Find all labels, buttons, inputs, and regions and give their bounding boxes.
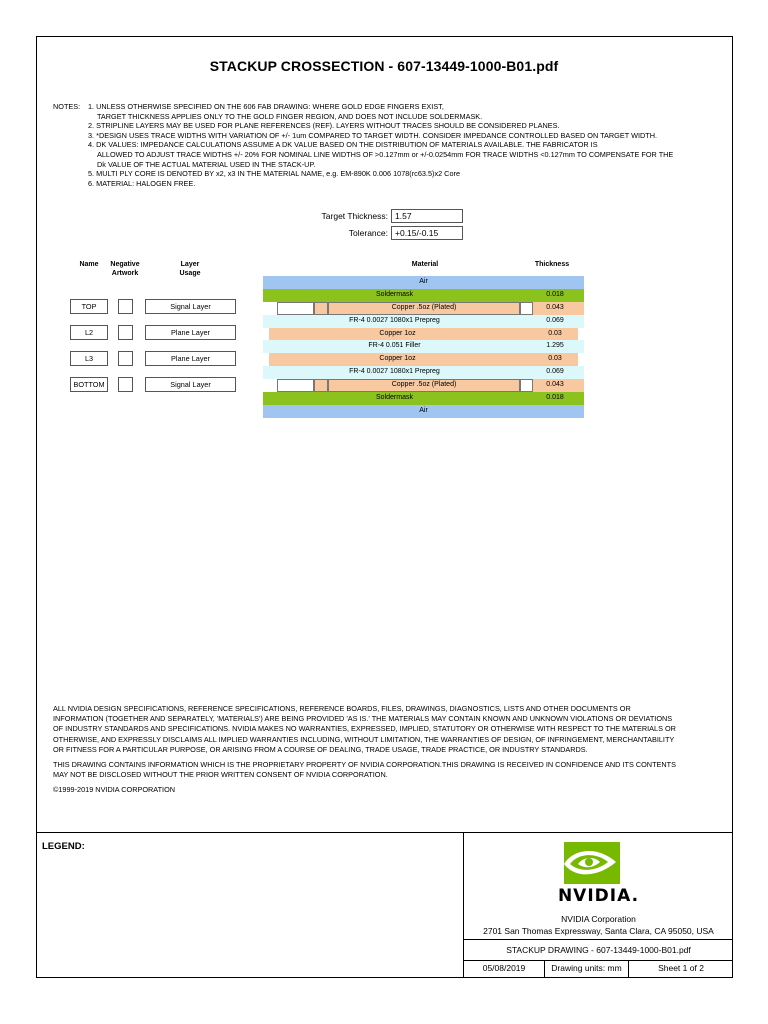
company-address: 2701 San Thomas Expressway, Santa Clara, CA 95050, USA xyxy=(483,926,714,936)
negative-artwork-checkbox-bottom[interactable] xyxy=(118,377,133,392)
stack-row xyxy=(263,315,584,328)
stack-row xyxy=(263,366,584,379)
stack-row xyxy=(263,276,584,289)
target-thickness-row xyxy=(300,211,388,223)
stack-material: Copper 1oz xyxy=(379,355,416,363)
layer-name-l2[interactable]: L2 xyxy=(70,325,108,340)
stack-thickness: 0.043 xyxy=(546,381,564,389)
copper-trace xyxy=(277,379,314,392)
layer-usage-l2[interactable]: Plane Layer xyxy=(145,325,236,340)
note-line: Dk VALUE OF THE ACTUAL MATERIAL USED IN THE STACK-UP. xyxy=(97,159,316,169)
disclaimer-warranty: ALL NVIDIA DESIGN SPECIFICATIONS, REFERENCE SPECIFICATIONS, REFERENCE BOARDS, FILES, DRAWINGS, DIAGNOSTICS, LISTS AND OTHER DOCUMENTS OR INFORMATION (TOGETHER AND SEPARATELY, 'MATERIALS') ARE BEING PROVIDED 'AS IS.' THE MATERIALS MAY CONTAIN KNOWN AND UNKNOWN VIOLATIONS OR DEVIATIONS OF INDUSTRY STANDARDS AND SPECIFICATIONS. NVIDIA MAKES NO WARRANTIES, EXPRESSED, IMPLIED, STATUTORY OR OTHERWISE WITH RESPECT TO THE MATERIALS OR OTHERWISE, AND EXPRESSLY DISCLAIMS ALL IMPLIED WARRANTIES INCLUDING, WITHOUT LIMITATION, THE WARRANTIES OF DESIGN, OF INFRINGEMENT, MERCHANTABILITY OR FITNESS FOR A PARTICULAR PURPOSE, OR ARISING FROM A COURSE OF DEALING, TRADE USAGE, TRADE PRACTICE, OR INDUSTRY STANDARDS. xyxy=(53,704,676,754)
disclaimer-proprietary: THIS DRAWING CONTAINS INFORMATION WHICH IS THE PROPRIETARY PROPERTY OF NVIDIA CORPORATION.THIS DRAWING IS RECEIVED IN CONFIDENCE AND ITS CONTENTS MAY NOT BE DISCLOSED WITHOUT THE PRIOR WRITTEN CONSENT OF NVIDIA CORPORATION. xyxy=(53,760,676,780)
layer-name-l3[interactable]: L3 xyxy=(70,351,108,366)
stack-thickness: 0.043 xyxy=(546,303,564,311)
stack-material: Air xyxy=(419,278,428,285)
copper-trace xyxy=(314,302,328,315)
layer-name-bottom[interactable]: BOTTOM xyxy=(70,377,108,392)
stack-row xyxy=(263,379,584,392)
stack-thickness: 0.018 xyxy=(546,290,564,298)
header-material: Material xyxy=(411,261,439,268)
note-line: 3. *DESIGN USES TRACE WIDTHS WITH VARIATION OF +/- 1um COMPARED TO TARGET WIDTH. CONSIDER IMPEDANCE CONTROLLED BASED ON TARGET WIDTH. xyxy=(88,130,658,140)
copyright: ©1999-2019 NVIDIA CORPORATION xyxy=(53,785,176,795)
note-line: 2. STRIPLINE LAYERS MAY BE USED FOR PLANE REFERENCES (REF). LAYERS WITHOUT TRACES SHOULD BE CONSIDERED PLANES. xyxy=(88,121,560,131)
disclaimer xyxy=(53,704,683,801)
stackup-table xyxy=(263,276,584,418)
company-name: NVIDIA Corporation xyxy=(561,914,636,924)
stack-material: Copper .5oz (Plated) xyxy=(391,303,457,311)
title-block-line xyxy=(464,939,733,940)
stack-row xyxy=(263,353,584,366)
legend-label: LEGEND: xyxy=(42,841,85,852)
copper-trace xyxy=(314,379,328,392)
stack-row xyxy=(263,405,584,418)
header-layer-line1: Layer xyxy=(180,261,200,268)
stack-material: FR-4 0.0027 1080x1 Prepreg xyxy=(349,316,440,324)
tolerance-row xyxy=(300,228,388,240)
negative-artwork-checkbox-l2[interactable] xyxy=(118,325,133,340)
nvidia-wordmark: NVIDIA. xyxy=(557,886,640,906)
drawing-title: STACKUP DRAWING - 607-13449-1000-B01.pdf xyxy=(506,945,691,955)
stack-row xyxy=(263,289,584,302)
stack-row xyxy=(263,328,584,341)
stack-thickness: 0.03 xyxy=(548,355,562,363)
stack-thickness: 0.03 xyxy=(548,329,562,337)
stack-thickness: 0.069 xyxy=(546,316,564,324)
stack-row xyxy=(263,302,584,315)
nvidia-eye-logo-icon xyxy=(556,842,622,886)
layer-usage-top[interactable]: Signal Layer xyxy=(145,299,236,314)
layer-name-top[interactable]: TOP xyxy=(70,299,108,314)
stack-material: Air xyxy=(419,406,428,414)
stack-row xyxy=(263,340,584,353)
header-negative-line2: Artwork xyxy=(111,270,139,277)
note-line: TARGET THICKNESS APPLIES ONLY TO THE GOLD FINGER REGION, AND DOES NOT INCLUDE SOLDERMASK. xyxy=(97,111,483,121)
page-title: STACKUP CROSSECTION - 607-13449-1000-B01.pdf xyxy=(209,58,559,74)
stack-material: Copper 1oz xyxy=(379,329,416,337)
tolerance-label: Tolerance: xyxy=(348,228,388,238)
drawing-units: Drawing units: mm xyxy=(551,963,622,973)
note-line: 6. MATERIAL: HALOGEN FREE. xyxy=(88,178,196,188)
target-thickness-field[interactable]: 1.57 xyxy=(391,209,463,223)
stack-thickness: 0.018 xyxy=(546,394,564,402)
stack-material: Copper .5oz (Plated) xyxy=(391,381,457,389)
stack-material: FR-4 0.0027 1080x1 Prepreg xyxy=(349,368,440,376)
note-line: ALLOWED TO ADJUST TRACE WIDTHS +/- 20% FOR NOMINAL LINE WIDTHS OF >0.127mm or +/-0.0254mm FOR TRACE WIDTHS <0.127mm TO COMPENSATE FOR THE xyxy=(97,149,674,159)
note-line: 1. UNLESS OTHERWISE SPECIFIED ON THE 606 FAB DRAWING: WHERE GOLD EDGE FINGERS EXIST, xyxy=(88,102,444,111)
sheet-number: Sheet 1 of 2 xyxy=(658,963,704,973)
header-thickness: Thickness xyxy=(534,261,570,268)
tolerance-field[interactable]: +0.15/-0.15 xyxy=(391,226,463,240)
stack-material: Soldermask xyxy=(376,394,413,402)
layer-usage-l3[interactable]: Plane Layer xyxy=(145,351,236,366)
stack-material: FR-4 0.051 Filler xyxy=(368,342,421,350)
note-line: 5. MULTI PLY CORE IS DENOTED BY x2, x3 IN THE MATERIAL NAME, e.g. EM-890K 0.006 1078(rc63.5)x2 Core xyxy=(88,169,461,179)
target-thickness-label: Target Thickness: xyxy=(321,211,388,221)
stack-material: Soldermask xyxy=(376,290,413,298)
header-layer-usage xyxy=(160,260,220,278)
negative-artwork-checkbox-top[interactable] xyxy=(118,299,133,314)
header-layer-line2: Usage xyxy=(179,270,201,277)
stack-thickness: 1.295 xyxy=(546,342,564,350)
stack-thickness: 0.069 xyxy=(546,368,564,376)
header-negative xyxy=(103,260,147,278)
stack-row xyxy=(263,392,584,405)
note-line: 4. DK VALUES: IMPEDANCE CALCULATIONS ASSUME A DK VALUE BASED ON THE DISTRIBUTION OF MATERIALS AVAILABLE. THE FABRICATOR IS xyxy=(88,140,598,150)
drawing-date: 05/08/2019 xyxy=(482,963,526,973)
negative-artwork-checkbox-l3[interactable] xyxy=(118,351,133,366)
header-name: Name xyxy=(79,261,99,268)
layer-usage-bottom[interactable]: Signal Layer xyxy=(145,377,236,392)
header-negative-line1: Negative xyxy=(110,261,140,268)
copper-trace xyxy=(277,302,314,315)
notes-label: NOTES: xyxy=(53,102,81,111)
